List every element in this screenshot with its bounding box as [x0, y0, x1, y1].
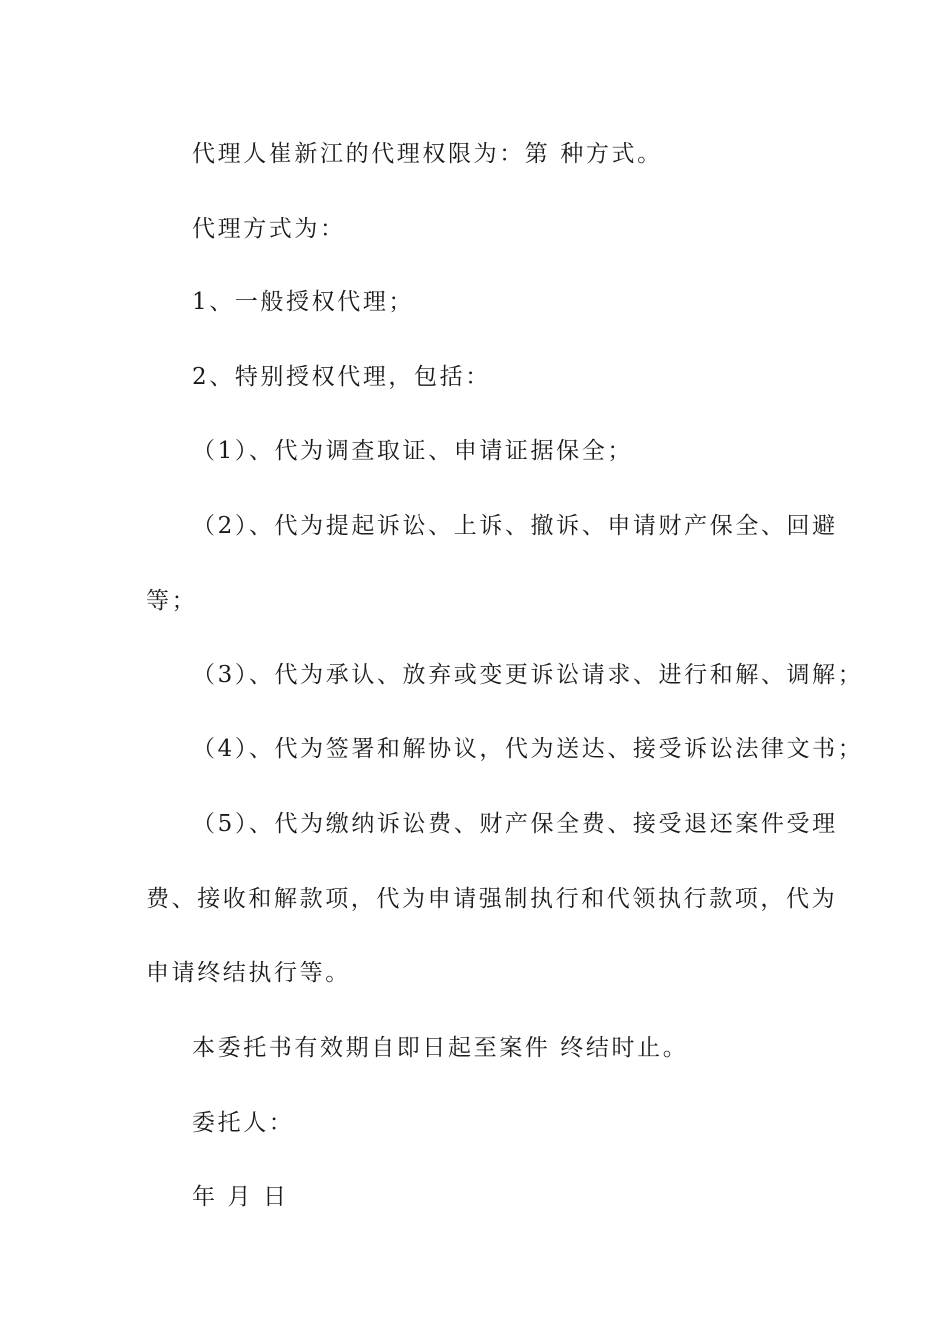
agency-method-heading: 代理方式为：	[192, 216, 346, 242]
clause-2-line-1: （2）、代为提起诉讼、上诉、撤诉、申请财产保全、回避	[192, 513, 838, 539]
clause-1: （1）、代为调查取证、申请证据保全；	[192, 438, 633, 464]
clause-2-line-2: 等；	[146, 588, 198, 614]
clause-5-line-1: （5）、代为缴纳诉讼费、财产保全费、接受退还案件受理	[192, 811, 838, 837]
clause-4: （4）、代为签署和解协议，代为送达、接受诉讼法律文书；	[192, 736, 864, 762]
clause-5-line-2: 费、接收和解款项，代为申请强制执行和代领执行款项，代为	[146, 886, 838, 912]
authority-scope-line: 代理人崔新江的代理权限为：第 种方式。	[192, 141, 663, 167]
clause-5-line-3: 申请终结执行等。	[146, 960, 351, 986]
general-authorization-item: 1、一般授权代理；	[192, 289, 415, 315]
special-authorization-item: 2、特别授权代理，包括：	[192, 364, 491, 390]
principal-signature-label: 委托人：	[192, 1110, 295, 1136]
clause-3: （3）、代为承认、放弃或变更诉讼请求、进行和解、调解；	[192, 662, 864, 688]
date-line: 年 月 日	[192, 1184, 289, 1210]
validity-period-line: 本委托书有效期自即日起至案件 终结时止。	[192, 1035, 689, 1061]
